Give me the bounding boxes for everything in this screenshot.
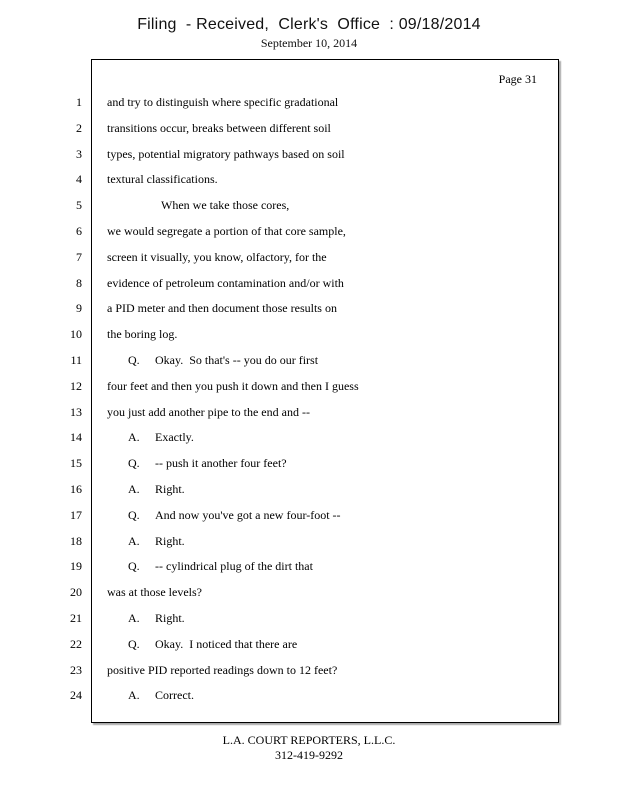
court-reporter-company: L.A. COURT REPORTERS, L.L.C. <box>222 733 396 747</box>
transcript-line: four feet and then you push it down and then I guess <box>107 378 359 393</box>
question-line <box>107 455 547 481</box>
transcript-line: types, potential migratory pathways based on soil <box>107 146 345 161</box>
speaker-tag: Q. <box>128 507 140 522</box>
speaker-tag: A. <box>128 430 140 445</box>
line-text: Okay. I noticed that there are <box>155 636 298 651</box>
transcript-text <box>107 94 547 713</box>
line-text: -- cylindrical plug of the dirt that <box>155 559 313 574</box>
line-number: 14 <box>70 430 82 445</box>
transcript-line: When we take those cores, <box>161 198 290 213</box>
transcript-line: textural classifications. <box>107 172 218 187</box>
line-number: 22 <box>70 636 82 651</box>
line-number-column <box>56 94 82 713</box>
line-number: 13 <box>70 404 82 419</box>
speaker-tag: Q. <box>128 559 140 574</box>
line-number: 19 <box>70 559 82 574</box>
transcript-line: was at those levels? <box>107 585 202 600</box>
question-line <box>107 352 547 378</box>
speaker-tag: A. <box>128 481 140 496</box>
deposition-date: September 10, 2014 <box>260 36 358 50</box>
line-number: 15 <box>70 456 82 471</box>
line-number: 2 <box>76 120 82 135</box>
line-number: 18 <box>70 533 82 548</box>
transcript-line: the boring log. <box>107 327 178 342</box>
line-number: 8 <box>76 275 82 290</box>
line-number: 20 <box>70 585 82 600</box>
line-text: Correct. <box>155 688 194 703</box>
speaker-tag: Q. <box>128 636 140 651</box>
filing-stamp-header: Filing - Received, Clerk's Office : 09/18/2014 <box>137 16 481 33</box>
line-text: Exactly. <box>155 430 194 445</box>
transcript-line: a PID meter and then document those results on <box>107 301 337 316</box>
transcript-line: positive PID reported readings down to 12 feet? <box>107 662 338 677</box>
line-number: 5 <box>76 198 82 213</box>
transcript-line: screen it visually, you know, olfactory, for the <box>107 249 327 264</box>
page-number: Page 31 <box>498 72 537 86</box>
question-line <box>107 558 547 584</box>
line-number: 3 <box>76 146 82 161</box>
line-number: 9 <box>76 301 82 316</box>
line-text: -- push it another four feet? <box>155 456 287 471</box>
transcript-line: evidence of petroleum contamination and/or with <box>107 275 344 290</box>
line-number: 23 <box>70 662 82 677</box>
transcript-line: transitions occur, breaks between different soil <box>107 120 331 135</box>
speaker-tag: A. <box>128 610 140 625</box>
speaker-tag: A. <box>128 688 140 703</box>
line-number: 6 <box>76 223 82 238</box>
line-number: 24 <box>70 688 82 703</box>
transcript-line: we would segregate a portion of that core sample, <box>107 223 346 238</box>
line-number: 7 <box>76 249 82 264</box>
transcript-line: and try to distinguish where specific gradational <box>107 95 339 109</box>
speaker-tag: A. <box>128 533 140 548</box>
speaker-tag: Q. <box>128 456 140 471</box>
answer-line <box>107 481 547 507</box>
line-number: 1 <box>76 95 82 109</box>
answer-line <box>107 687 547 713</box>
line-text: Right. <box>155 481 185 496</box>
question-line <box>107 636 547 662</box>
line-number: 17 <box>70 507 82 522</box>
speaker-tag: Q. <box>128 352 140 367</box>
line-text: Right. <box>155 610 185 625</box>
line-number: 10 <box>70 327 82 342</box>
answer-line <box>107 533 547 559</box>
transcript-line: you just add another pipe to the end and -- <box>107 404 310 419</box>
line-number: 4 <box>76 172 82 187</box>
line-text: And now you've got a new four-foot -- <box>155 507 341 522</box>
answer-line <box>107 610 547 636</box>
line-number: 21 <box>70 610 82 625</box>
line-text: Right. <box>155 533 185 548</box>
line-number: 12 <box>70 378 82 393</box>
court-reporter-phone: 312-419-9292 <box>275 748 343 762</box>
line-number: 11 <box>70 352 82 367</box>
line-text: Okay. So that's -- you do our first <box>155 352 319 367</box>
line-number: 16 <box>70 481 82 496</box>
answer-line <box>107 429 547 455</box>
question-line <box>107 507 547 533</box>
